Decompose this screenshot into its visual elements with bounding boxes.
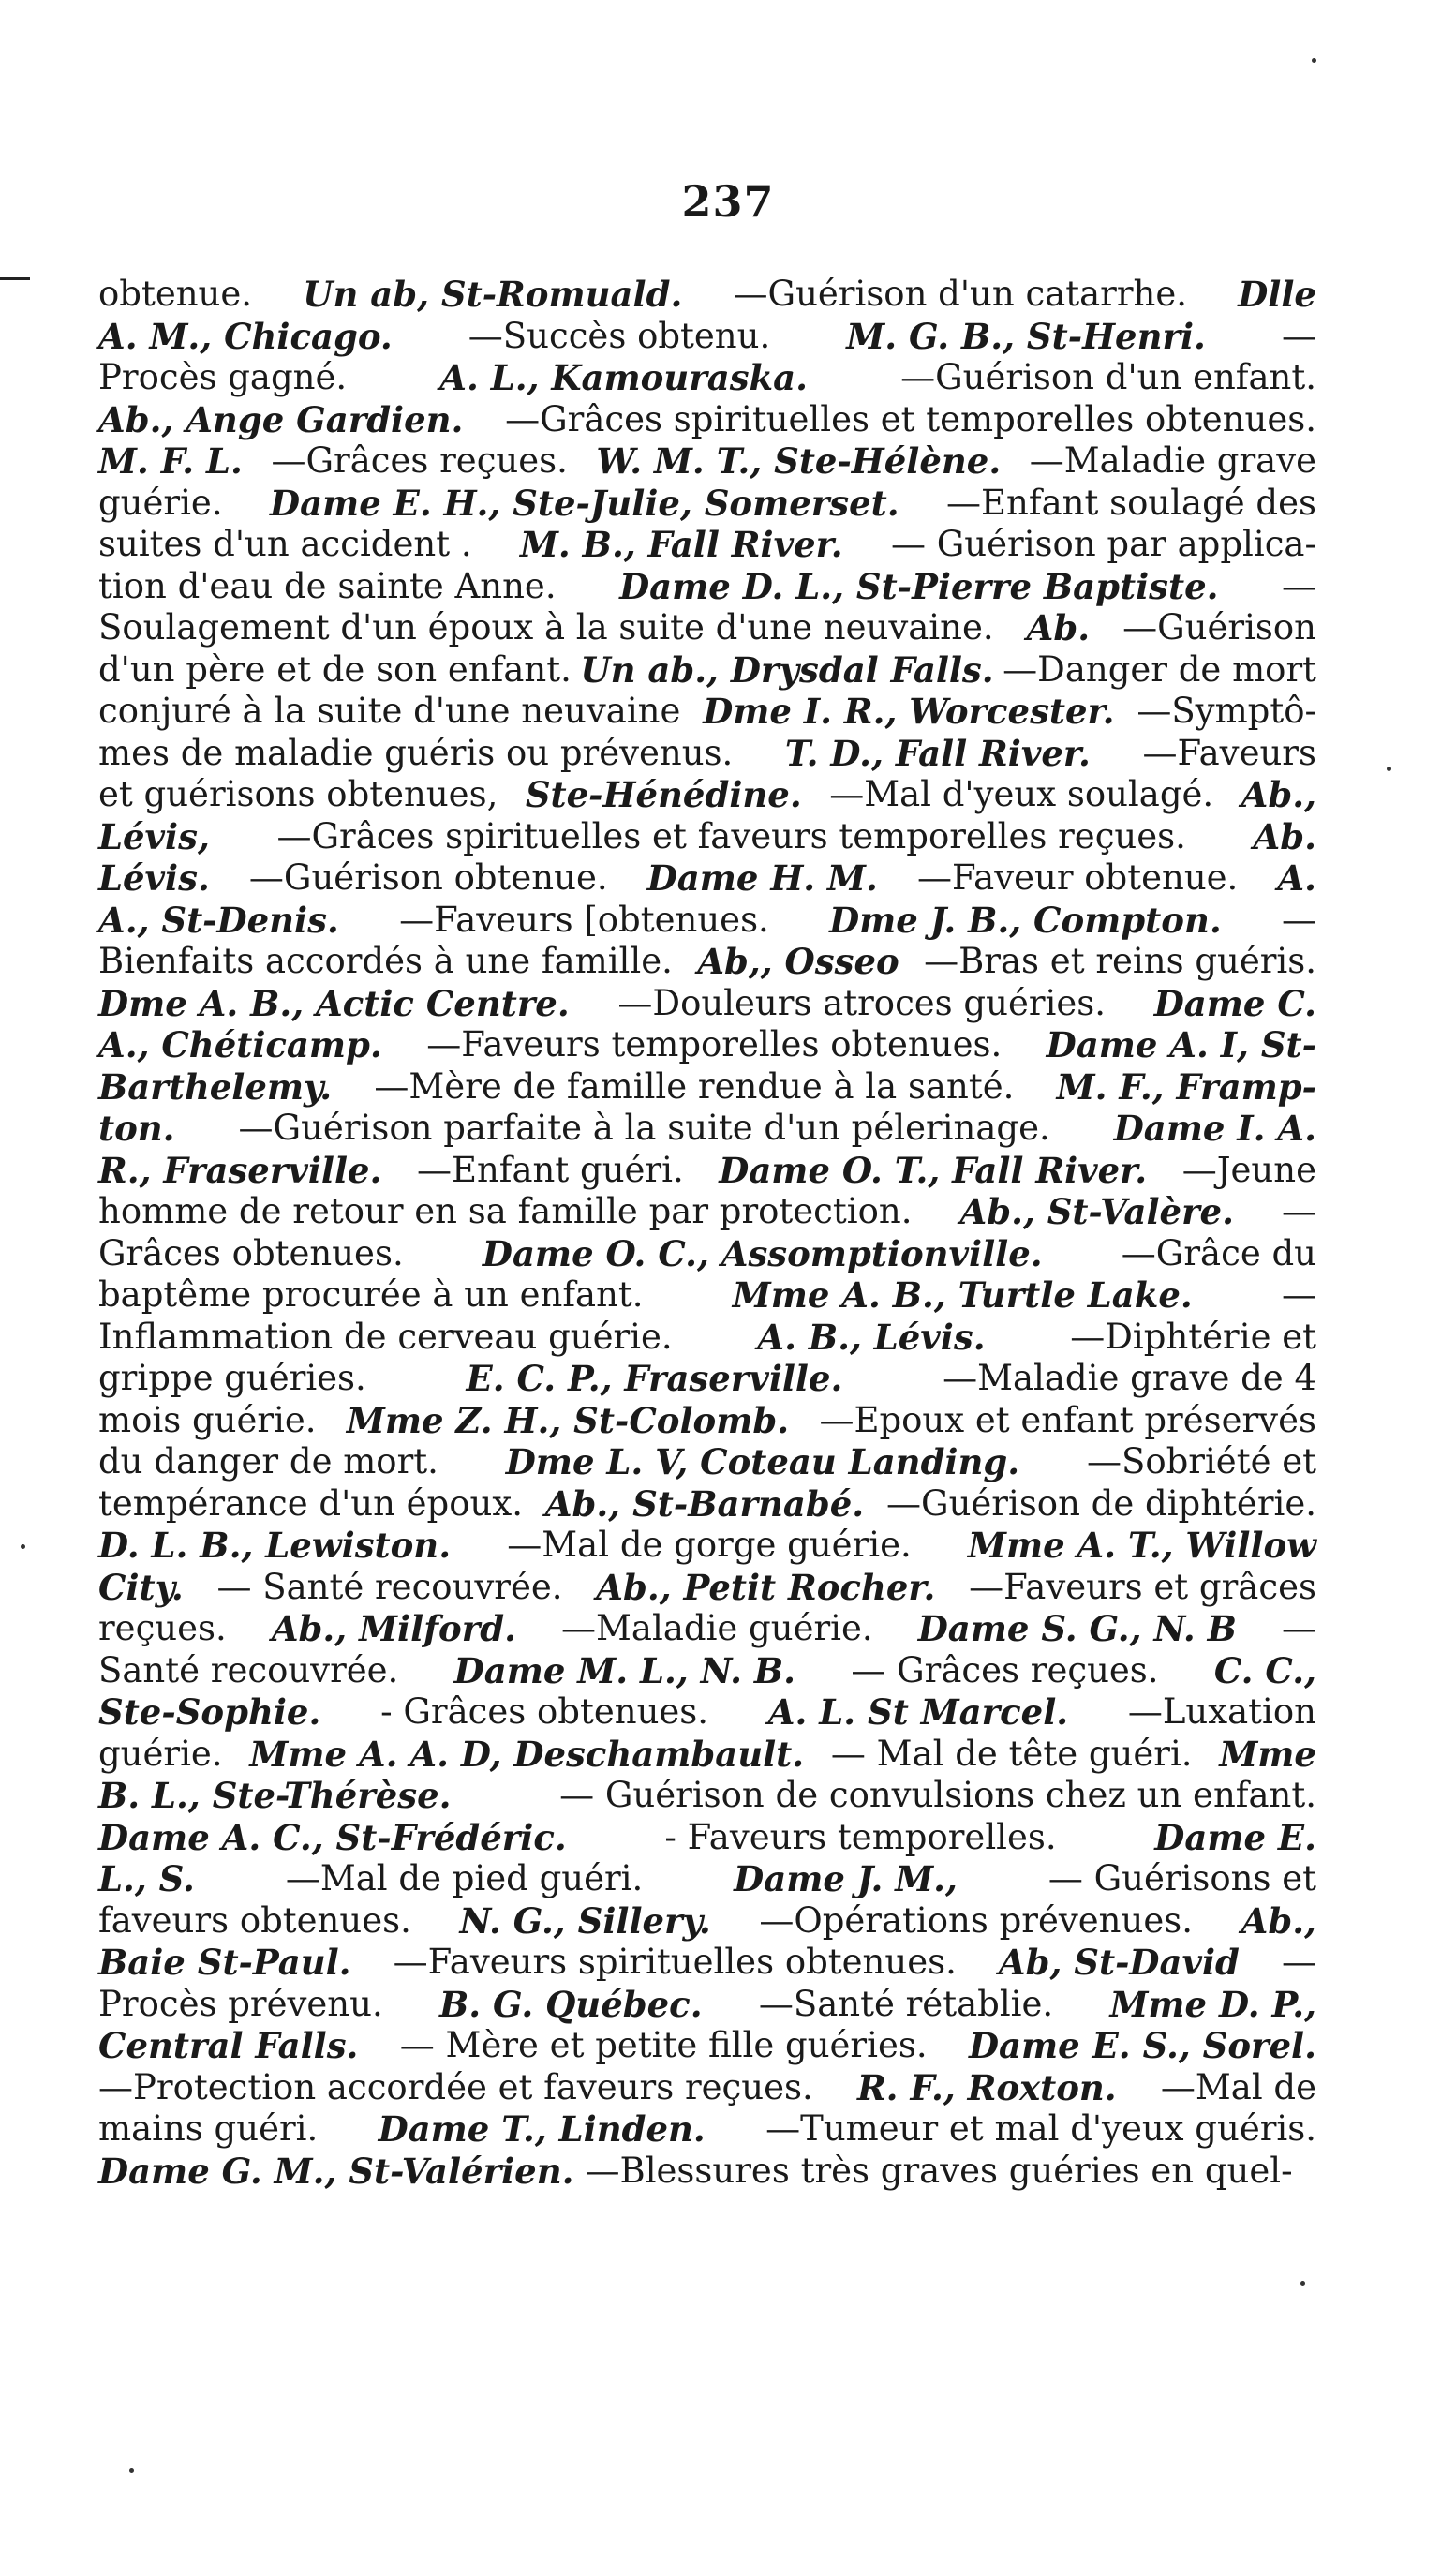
text-line <box>98 1525 1316 1567</box>
place-reference: Dame J. M., <box>734 1858 958 1899</box>
place-reference: W. M. T., Ste-Hélène. <box>596 440 1002 482</box>
place-reference: Ab., St-Valère. <box>959 1191 1234 1232</box>
text-segment: —Jeune <box>1181 1149 1316 1190</box>
place-reference: L., S. <box>98 1858 195 1899</box>
text-segment: —Grâces reçues. <box>271 440 568 481</box>
text-segment: —Guérison d'un catarrhe. <box>733 274 1188 314</box>
place-reference: A. <box>1277 857 1316 899</box>
text-segment: —Epoux et enfant préservés <box>819 1399 1316 1440</box>
text-segment: guérie. <box>98 1733 223 1774</box>
place-reference: Dame S. G., N. B <box>917 1608 1237 1649</box>
place-reference: Ab,, Osseo <box>697 941 899 982</box>
text-line <box>98 1317 1316 1359</box>
text-segment: —Faveurs et grâces <box>969 1566 1316 1607</box>
text-segment: —Guérison obtenue. <box>248 857 608 898</box>
text-segment: —Grâces spirituelles et temporelles obtenues. <box>505 398 1316 439</box>
place-reference: C. C., <box>1213 1649 1316 1691</box>
text-line <box>98 1191 1316 1233</box>
place-reference: N. G., Sillery. <box>459 1899 711 1942</box>
place-reference: Dame A. C., St-Frédéric. <box>98 1816 567 1858</box>
text-segment: — <box>1282 1608 1316 1648</box>
text-segment: —Bras et reins guéris. <box>924 941 1316 981</box>
text-segment: —Maladie grave de 4 <box>943 1358 1316 1398</box>
place-reference: Lévis, <box>98 815 210 857</box>
text-segment: tion d'eau de sainte Anne. <box>98 565 557 606</box>
text-segment: —Danger de mort <box>1003 648 1316 690</box>
place-reference: Barthelemy. <box>98 1065 333 1108</box>
text-line <box>98 649 1316 692</box>
place-reference: Un ab., Drysdal Falls. <box>580 648 994 691</box>
text-segment: homme de retour en sa famille par protection. <box>98 1191 913 1231</box>
place-reference: Un ab, St-Romuald. <box>303 274 683 315</box>
place-reference: Ab., Petit Rocher. <box>596 1566 936 1608</box>
place-reference: Dame T., Linden. <box>378 2108 706 2150</box>
text-line <box>98 1608 1316 1650</box>
text-segment: obtenue. <box>98 274 253 314</box>
text-segment: Inflammation de cerveau guérie. <box>98 1316 673 1357</box>
place-reference: Dame I. A. <box>1113 1108 1316 1149</box>
text-line <box>98 2025 1316 2067</box>
text-segment: — Guérison de convulsions chez un enfant. <box>559 1775 1316 1815</box>
page-number: 237 <box>681 176 775 227</box>
place-reference: Ab. <box>1026 607 1091 648</box>
text-segment: suites d'un accident . <box>98 524 472 564</box>
body-text <box>98 274 1316 2192</box>
text-line <box>98 1650 1316 1692</box>
text-segment: —Mal de pied guéri. <box>285 1858 644 1898</box>
text-line <box>98 357 1316 399</box>
text-segment: Procès prévenu. <box>98 1983 383 2024</box>
text-segment: — Grâces reçues. <box>851 1649 1159 1690</box>
place-reference: Dame O. T., Fall River. <box>719 1149 1148 1191</box>
text-segment: —Diphtérie et <box>1070 1316 1316 1357</box>
text-segment: — <box>1282 565 1316 606</box>
text-segment: —Guérison d'un enfant. <box>900 357 1316 397</box>
place-reference: Dme L. V, Coteau Landing. <box>505 1441 1020 1482</box>
place-reference: R. F., Roxton. <box>856 2066 1117 2108</box>
text-segment: —Mal de <box>1160 2066 1316 2107</box>
place-reference: Ste-Sophie. <box>98 1691 321 1733</box>
place-reference: Dame E. S., Sorel. <box>968 2025 1316 2066</box>
place-reference: Dame H. M. <box>646 857 878 899</box>
text-segment: du danger de mort. <box>98 1441 438 1482</box>
text-segment: mois guérie. <box>98 1399 317 1440</box>
text-segment: — Guérison par applica- <box>890 524 1316 564</box>
place-reference: Ab, St-David <box>998 1942 1240 1983</box>
place-reference: M. F., Framp- <box>1056 1065 1316 1108</box>
place-reference: Dame E. <box>1154 1816 1316 1858</box>
text-segment: —Tumeur et mal d'yeux guéris. <box>765 2108 1316 2149</box>
text-line <box>98 1567 1316 1609</box>
text-segment: - Grâces obtenues. <box>380 1691 709 1732</box>
text-line <box>98 2151 1316 2193</box>
place-reference: A. L., Kamouraska. <box>439 357 809 398</box>
place-reference: B. L., Ste-Thérèse. <box>98 1775 452 1816</box>
speck-mark <box>21 1544 25 1549</box>
text-segment: tempérance d'un époux. <box>98 1482 523 1524</box>
text-line <box>98 274 1316 316</box>
text-line <box>98 1900 1316 1943</box>
place-reference: Mme A. A. D, Deschambault. <box>249 1733 805 1775</box>
place-reference: Ab., <box>1241 774 1316 815</box>
text-segment: —Douleurs atroces guéries. <box>617 982 1107 1023</box>
text-segment: — Mal de tête guéri. <box>830 1733 1193 1774</box>
place-reference: ton. <box>98 1108 175 1149</box>
text-segment: —Maladie grave <box>1029 440 1316 481</box>
speck-mark <box>129 2468 134 2473</box>
speck-mark <box>1387 767 1391 771</box>
place-reference: Dame O. C., Assomptionville. <box>482 1232 1043 1274</box>
text-line <box>98 1942 1316 1984</box>
text-segment: —Mal d'yeux soulagé. <box>829 774 1214 814</box>
text-segment: d'un père et de son enfant. <box>98 648 572 690</box>
text-line <box>98 1274 1316 1317</box>
text-segment: —Symptô- <box>1137 691 1316 731</box>
text-segment: —Opérations prévenues. <box>759 1899 1193 1941</box>
text-segment: —Enfant guéri. <box>416 1149 684 1190</box>
place-reference: Dme I. R., Worcester. <box>703 691 1115 732</box>
place-reference: B. G. Québec. <box>439 1983 703 2025</box>
text-segment: — <box>1281 1274 1316 1315</box>
place-reference: T. D., Fall River. <box>784 732 1091 774</box>
text-line <box>98 1108 1316 1150</box>
text-segment: — <box>1281 899 1316 940</box>
text-segment: —Grâces spirituelles et faveurs temporelles reçues. <box>276 815 1186 856</box>
text-segment: —Mal de gorge guérie. <box>507 1525 912 1565</box>
text-segment: Soulagement d'un époux à la suite d'une neuvaine. <box>98 607 994 648</box>
text-segment: — Santé recouvrée. <box>216 1566 563 1607</box>
place-reference: A., St-Denis. <box>98 899 339 941</box>
place-reference: Mme D. P., <box>1109 1983 1316 2025</box>
text-segment: faveurs obtenues. <box>98 1899 411 1941</box>
text-segment: —Faveurs spirituelles obtenues. <box>393 1942 957 1982</box>
text-segment: —Maladie guérie. <box>561 1608 873 1648</box>
place-reference: Dame G. M., St-Valérien. <box>98 2150 574 2192</box>
text-segment: et guérisons obtenues, <box>98 774 498 814</box>
text-line <box>98 524 1316 566</box>
text-segment: — Guérisons et <box>1047 1858 1316 1898</box>
text-segment: —Faveurs [obtenues. <box>399 899 769 940</box>
text-line <box>98 1358 1316 1400</box>
text-line <box>98 941 1316 983</box>
text-line <box>98 2108 1316 2151</box>
text-segment: —Santé rétablie. <box>758 1983 1054 2024</box>
text-line <box>98 1441 1316 1483</box>
place-reference: Mme Z. H., St-Colomb. <box>346 1399 790 1441</box>
place-reference: E. C. P., Fraserville. <box>466 1358 843 1399</box>
text-line <box>98 399 1316 441</box>
text-line <box>98 774 1316 816</box>
text-line <box>98 733 1316 775</box>
text-segment: —Luxation <box>1127 1691 1316 1732</box>
text-segment: reçues. <box>98 1608 227 1648</box>
text-segment: guérie. <box>98 482 223 523</box>
place-reference: Ab. <box>1253 815 1316 857</box>
place-reference: Dlle <box>1238 274 1316 315</box>
text-line <box>98 1066 1316 1109</box>
text-segment: —Guérison parfaite à la suite d'un pélerinage. <box>238 1108 1050 1148</box>
text-line <box>98 1400 1316 1442</box>
text-line <box>98 566 1316 608</box>
text-segment: —Guérison de diphtérie. <box>886 1482 1316 1524</box>
place-reference: Dme A. B., Actic Centre. <box>98 982 570 1024</box>
text-line <box>98 440 1316 483</box>
place-reference: Lévis. <box>98 857 210 899</box>
place-reference: A. M., Chicago. <box>98 315 393 357</box>
text-line <box>98 1817 1316 1859</box>
text-segment: mains guéri. <box>98 2108 319 2149</box>
place-reference: Mme A. T., Willow <box>967 1525 1316 1566</box>
text-line <box>98 900 1316 942</box>
text-line <box>98 1233 1316 1275</box>
place-reference: M. B., Fall River. <box>519 524 843 565</box>
place-reference: A. B., Lévis. <box>757 1316 986 1358</box>
place-reference: Dame C. <box>1153 982 1316 1024</box>
place-reference: A., Chéticamp. <box>98 1024 382 1065</box>
place-reference: Ab., <box>1241 1899 1316 1942</box>
text-segment: —Blessures très graves guéries en quel- <box>585 2150 1293 2191</box>
text-segment: —Guérison <box>1122 607 1316 648</box>
text-segment: — <box>1281 1191 1316 1231</box>
place-reference: Mme <box>1219 1733 1316 1775</box>
place-reference: Central Falls. <box>98 2025 359 2066</box>
place-reference: M. F. L. <box>98 440 243 482</box>
text-line <box>98 816 1316 858</box>
text-segment: conjuré à la suite d'une neuvaine <box>98 691 681 731</box>
place-reference: Ab., Ange Gardien. <box>98 398 464 440</box>
text-segment: —Protection accordée et faveurs reçues. <box>98 2066 813 2107</box>
place-reference: Mme A. B., Turtle Lake. <box>732 1274 1193 1316</box>
text-segment: —Enfant soulagé des <box>946 482 1316 523</box>
text-line <box>98 1024 1316 1066</box>
text-line <box>98 2067 1316 2109</box>
text-line <box>98 607 1316 649</box>
text-segment: —Succès obtenu. <box>468 315 771 356</box>
place-reference: Ste-Hénédine. <box>525 774 802 815</box>
text-segment: —Faveurs <box>1142 732 1316 773</box>
text-line <box>98 1775 1316 1817</box>
place-reference: Baie St-Paul. <box>98 1942 351 1983</box>
place-reference: Ab., Milford. <box>271 1608 516 1649</box>
speck-mark <box>1300 2281 1305 2286</box>
text-line <box>98 1858 1316 1900</box>
place-reference: Dame D. L., St-Pierre Baptiste. <box>619 565 1219 607</box>
text-segment: —Faveurs temporelles obtenues. <box>426 1024 1003 1065</box>
text-segment: —Sobriété et <box>1086 1441 1316 1482</box>
place-reference: R., Fraserville. <box>98 1149 382 1191</box>
text-segment: — <box>1281 1942 1316 1982</box>
text-line <box>98 691 1316 733</box>
place-reference: D. L. B., Lewiston. <box>98 1525 452 1566</box>
text-segment: —Faveur obtenue. <box>916 857 1239 898</box>
text-segment: — <box>1281 315 1316 356</box>
text-segment: Santé recouvrée. <box>98 1649 399 1690</box>
place-reference: Dame M. L., N. B. <box>453 1649 796 1691</box>
place-reference: City. <box>98 1566 184 1608</box>
text-segment: - Faveurs temporelles. <box>664 1816 1057 1857</box>
text-segment: Grâces obtenues. <box>98 1232 404 1273</box>
text-line <box>98 1691 1316 1734</box>
text-line <box>98 316 1316 358</box>
place-reference: A. L. St Marcel. <box>767 1691 1069 1733</box>
text-line <box>98 483 1316 525</box>
text-line <box>98 857 1316 900</box>
place-reference: Dme J. B., Compton. <box>829 899 1222 941</box>
text-line <box>98 983 1316 1025</box>
text-segment: —Grâce du <box>1121 1232 1316 1273</box>
text-segment: Procès gagné. <box>98 357 348 397</box>
text-segment: —Mère de famille rendue à la santé. <box>374 1065 1015 1107</box>
place-reference: Dame E. H., Ste-Julie, Somerset. <box>269 482 899 524</box>
text-line <box>98 1150 1316 1192</box>
text-segment: grippe guéries. <box>98 1358 366 1398</box>
text-segment: — Mère et petite fille guéries. <box>399 2025 928 2065</box>
margin-dash-mark <box>0 277 30 280</box>
speck-mark <box>1312 58 1316 63</box>
text-line <box>98 1734 1316 1776</box>
place-reference: Ab., St-Barnabé. <box>544 1482 865 1525</box>
text-line <box>98 1483 1316 1526</box>
text-segment: baptême procurée à un enfant. <box>98 1274 644 1315</box>
text-line <box>98 1984 1316 2026</box>
place-reference: M. G. B., St-Henri. <box>846 315 1206 357</box>
text-segment: Bienfaits accordés à une famille. <box>98 941 673 981</box>
text-segment: mes de maladie guéris ou prévenus. <box>98 732 734 773</box>
place-reference: Dame A. I, St- <box>1046 1024 1316 1065</box>
